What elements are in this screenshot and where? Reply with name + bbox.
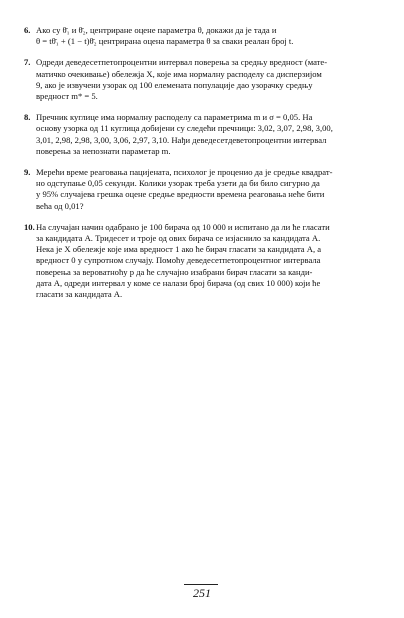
problem-text-line: основу узорка од 11 куглица добијени су следећи пречници: 3,02, 3,07, 2,98, 3,00, bbox=[36, 123, 333, 134]
problem-7 bbox=[26, 57, 376, 102]
problem-number: 9. bbox=[24, 167, 31, 178]
problem-text-line: вредност 0 у супротном случају. Помоћу деведесетпетопроцентног интервала bbox=[36, 255, 321, 266]
problem-text-line: већа од 0,01? bbox=[36, 200, 84, 211]
problem-text-line: Пречник куглице има нормалну расподелу са параметрима m и σ = 0,05. На bbox=[36, 112, 313, 123]
problem-text-line: На случајан начин одабрано је 100 бирача од 10 000 и испитано да ли ће гласати bbox=[36, 221, 330, 232]
problem-10 bbox=[26, 222, 376, 300]
problem-number: 10. bbox=[24, 221, 35, 232]
problem-9 bbox=[26, 167, 376, 212]
problem-text-line: 3,01, 2,98, 2,98, 3,00, 3,06, 2,97, 3,10. Нађи деведесетдеветопроцентни интервал bbox=[36, 134, 327, 145]
problem-text-line: вредност m* = 5. bbox=[36, 91, 98, 102]
problem-text-line: 9, ако је извучени узорак од 100 елемената популације дао узорачку средњу bbox=[36, 79, 313, 90]
problem-text-line: Одреди деведесетпетопроцентни интервал поверења за средњу вредност (мате- bbox=[36, 57, 328, 68]
problem-text-line: Мерећи време реаговања пацијената, психолог је проценио да је средње квадрат- bbox=[36, 167, 333, 178]
problem-number: 6. bbox=[24, 25, 31, 35]
problem-text-line: за кандидата A. Тридесет и троје од ових бирача се изјаснило за кандидата A. bbox=[36, 233, 321, 244]
problem-8 bbox=[26, 112, 376, 157]
problem-text-line: но одступање 0,05 секунди. Колики узорак треба узети да би било сигурно да bbox=[36, 178, 320, 189]
problem-text-line: гласати за кандидата A. bbox=[36, 289, 123, 300]
problem-text-line: у 95% случајева грешка оцене средње вредности времена реаговања неће бити bbox=[36, 189, 325, 200]
problem-text-line: Нека је X обележје које има вредност 1 ако ће бирач гласати за кандидата A, а bbox=[36, 244, 322, 255]
page-number: 251 bbox=[193, 586, 211, 600]
page-number-rule bbox=[184, 584, 218, 585]
problem-number: 8. bbox=[24, 112, 31, 123]
problem-text-line: поверења за вероватноћу p да ће случајно изабрани бирач гласати за канди- bbox=[36, 266, 313, 277]
problem-6 bbox=[26, 25, 376, 47]
problem-number: 7. bbox=[24, 57, 31, 68]
problem-text-line: поверења за непознати параметар m. bbox=[36, 145, 171, 156]
problem-text-line: дата A, одреди интервал у коме се налази број бирача (од свих 10 000) који ће bbox=[36, 277, 321, 288]
problem-text-line: матичко очекивање) обележја X, које има нормалну расподелу са дисперзијом bbox=[36, 68, 322, 79]
problem-text-line: Ако су θ̄₁ и θ̄₂, центриране оцене параметра θ, докажи да је тада и bbox=[36, 25, 277, 35]
problem-list bbox=[26, 25, 376, 310]
problem-text-line: θ = tθ̄₁ + (1 − t)θ̄₂ центрирана оцена параметра θ за сваки реалан број t. bbox=[36, 36, 294, 47]
